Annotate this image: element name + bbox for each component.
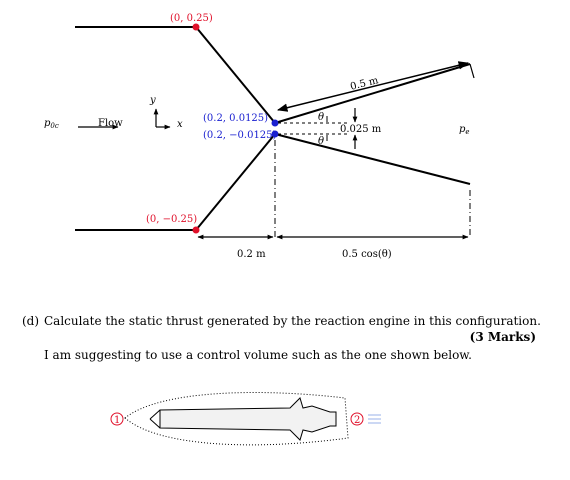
x-axis-label: x xyxy=(177,119,183,130)
station-1-label: 1 xyxy=(114,415,121,426)
theta-lower: θ xyxy=(318,136,325,147)
flow-label: Flow xyxy=(98,118,123,129)
y-axis-label: y xyxy=(150,95,156,106)
dim-right-label: 0.5 cos(θ) xyxy=(342,249,392,260)
station-2-label: 2 xyxy=(354,415,361,426)
rocket-body xyxy=(160,398,336,440)
exhaust-icon xyxy=(368,415,381,423)
bottom-point-label: (0, −0.25) xyxy=(146,214,198,225)
lower-throat-label: (0.2, −0.0125) xyxy=(203,130,277,141)
p0c-label: $p_{0c}$ xyxy=(44,118,59,130)
question-note: I am suggesting to use a control volume such as the one shown below. xyxy=(44,348,472,362)
control-volume-sketch xyxy=(111,393,381,445)
question-label: (d) xyxy=(22,314,40,328)
top-corner-point xyxy=(193,24,200,31)
extension-lines xyxy=(275,140,470,238)
gap-label: 0.025 m xyxy=(340,124,382,135)
question-text: Calculate the static thrust generated by the reaction engine in this configuration. xyxy=(44,314,541,328)
theta-upper: θ xyxy=(318,112,325,123)
length-label: 0.5 m xyxy=(349,75,380,93)
top-point-label: (0, 0.25) xyxy=(170,13,213,24)
upper-throat-point xyxy=(272,120,279,127)
upper-throat-label: (0.2, 0.0125) xyxy=(203,113,269,124)
nozzle-walls xyxy=(75,27,470,230)
bottom-corner-point xyxy=(193,227,200,234)
pe-label: $p_e$ xyxy=(459,124,470,136)
question-marks: (3 Marks) xyxy=(469,330,536,344)
dim-left-label: 0.2 m xyxy=(237,249,266,260)
